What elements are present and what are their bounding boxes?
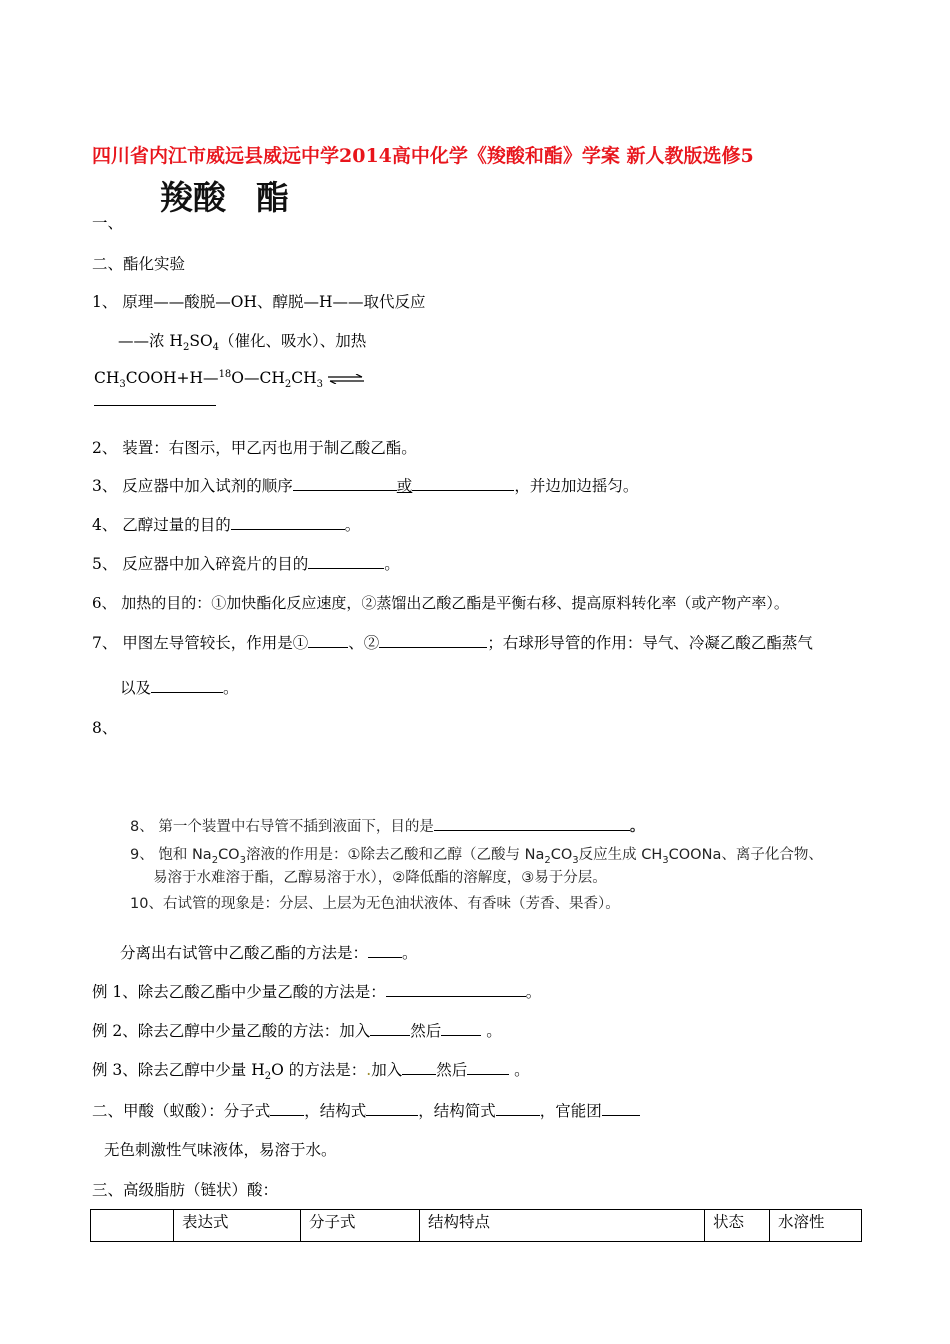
table-header-cell: 结构特点: [420, 1210, 705, 1242]
fatty-acid-heading: 三、高级脂肪（链状）酸：: [92, 1181, 279, 1199]
formic-structure-blank[interactable]: [366, 1100, 418, 1116]
separation-blank[interactable]: [368, 942, 402, 958]
item-6: 6、 加热的目的：①加快酯化反应速度，②蒸馏出乙酸乙酯是平衡右移、提高原料转化率（或产物产率）。: [92, 594, 789, 612]
item-5-blank[interactable]: [308, 553, 384, 569]
example-3: 例 3、除去乙醇中少量 $H_2O$ 的方法是：.加入 然后 。: [92, 1061, 530, 1083]
embedded-item-10: 10、右试管的现象是：分层、上层为无色油状液体、有香味（芳香、果香）。: [130, 896, 620, 912]
item-1: 1、 原理——酸脱—OH、醇脱—H——取代反应: [92, 293, 426, 311]
example-2-blank-1[interactable]: [370, 1020, 410, 1036]
formic-formula-blank[interactable]: [270, 1100, 304, 1116]
item-4: 4、 乙醇过量的目的 。: [92, 516, 361, 534]
separation-method: 分离出右试管中乙酸乙酯的方法是： 。: [120, 944, 418, 962]
formic-functional-group-blank[interactable]: [602, 1100, 640, 1116]
table-header-cell: [91, 1210, 174, 1242]
reversible-arrow-icon: [328, 374, 364, 384]
section1-number: 一、: [92, 214, 124, 232]
item-4-blank[interactable]: [231, 514, 345, 530]
table-header-cell: 水溶性: [770, 1210, 862, 1242]
embedded-item-9: 9、 饱和 $Na_2CO_3$溶液的作用是：①除去乙酸和乙醇（乙酸与 $Na_2CO_3$反应生成 $CH_3COONa$、离子化合物、: [130, 847, 823, 866]
item-3-blank-2[interactable]: [412, 475, 514, 491]
section-heading-image: [160, 172, 289, 219]
equation-answer-blank[interactable]: [94, 405, 216, 406]
embedded-item-8-blank[interactable]: [434, 815, 630, 831]
example-3-blank-2[interactable]: [467, 1059, 509, 1075]
item-3-blank-1[interactable]: [293, 475, 397, 491]
section2-heading: 二、酯化实验: [92, 255, 186, 273]
heading-carboxylic-acid: 羧酸: [160, 178, 226, 217]
item-7: 7、 甲图左导管较长，作用是① 、② ；右球形导管的作用：导气、冷凝乙酸乙酯蒸气: [92, 634, 813, 652]
item-8-number: 8、: [92, 719, 118, 737]
esterification-equation: $CH_3COOH+H—^{18}O—CH_2CH_3$: [94, 369, 364, 387]
item-7-blank-1[interactable]: [308, 632, 348, 648]
item-2: 2、 装置：右图示，甲乙丙也用于制乙酸乙酯。: [92, 439, 417, 457]
item-3: 3、 反应器中加入试剂的顺序 或 ，并边加边摇匀。: [92, 477, 639, 495]
table-header-cell: 表达式: [174, 1210, 301, 1242]
formic-acid-description: 无色刺激性气味液体，易溶于水。: [104, 1141, 337, 1159]
document-title: 四川省内江市威远县威远中学2014高中化学《羧酸和酯》学案 新人教版选修5: [92, 145, 754, 167]
example-2: 例 2、除去乙醇中少量乙酸的方法：加入 然后 。: [92, 1022, 502, 1040]
table-header-cell: 状态: [705, 1210, 770, 1242]
formic-acid: 二、甲酸（蚁酸）：分子式 ，结构式 ，结构简式 ，官能团: [92, 1099, 640, 1121]
item-1-condition: ——浓 $H_2SO_4$（催化、吸水）、加热: [118, 332, 367, 354]
example-1: 例 1、除去乙酸乙酯中少量乙酸的方法是： 。: [92, 983, 542, 1001]
embedded-item-9-continued: 易溶于水难溶于酯，乙醇易溶于水），②降低酯的溶解度，③易于分层。: [153, 870, 607, 886]
item-7-blank-3[interactable]: [151, 677, 223, 693]
table-header-cell: 分子式: [301, 1210, 420, 1242]
example-3-blank-1[interactable]: [402, 1059, 436, 1075]
fatty-acid-table: [90, 1209, 862, 1242]
formic-simplified-blank[interactable]: [496, 1100, 540, 1116]
item-7-blank-2[interactable]: [379, 632, 487, 648]
item-5: 5、 反应器中加入碎瓷片的目的 。: [92, 555, 400, 573]
heading-ester: 酯: [256, 178, 289, 217]
embedded-item-8: 8、 第一个装置中右导管不插到液面下，目的是 。: [130, 815, 644, 836]
example-1-blank[interactable]: [386, 981, 526, 997]
table-header-row: [91, 1210, 862, 1242]
example-2-blank-2[interactable]: [441, 1020, 481, 1036]
item-7-continued: 以及 。: [120, 679, 239, 697]
